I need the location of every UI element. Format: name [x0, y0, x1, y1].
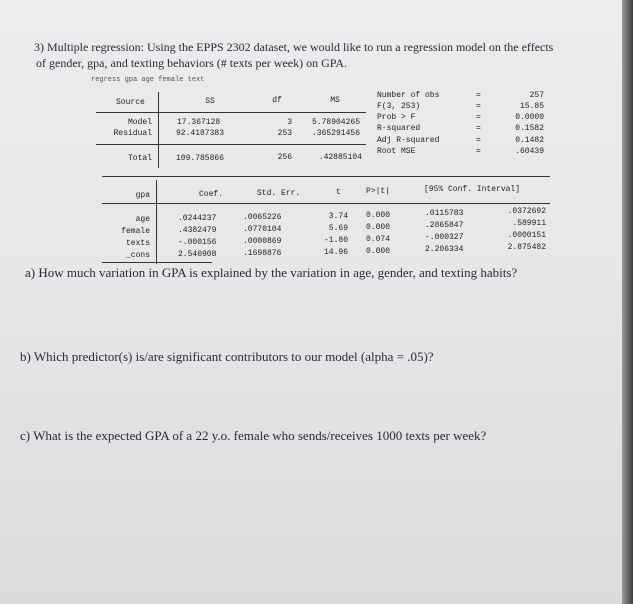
stat-label-nobs: Number of obs: [377, 91, 440, 100]
coef-age-ci-low: .0115783: [425, 209, 464, 218]
coef-vertical-rule: [156, 180, 157, 264]
question-3-line-2: of gender, gpa, and texting behaviors (# texts per week) on GPA.: [36, 56, 347, 70]
stat-value-rmse: .60439: [515, 147, 544, 156]
coef-header-coef: Coef.: [199, 190, 224, 199]
question-a: a) How much variation in GPA is explained by the variation in age, gender, and texting habits?: [25, 265, 518, 280]
coef-age-se: .0065226: [243, 213, 282, 222]
anova-total-ms: .42885104: [318, 153, 362, 162]
coef-texts-coef: -.000156: [178, 238, 217, 247]
coef-cons-se: .1698876: [243, 249, 282, 258]
stat-value-adjr2: 0.1482: [515, 136, 544, 145]
coef-texts-ci-low: -.000327: [425, 233, 464, 242]
stat-value-probf: 0.0000: [515, 113, 544, 122]
background-edge: [622, 0, 633, 604]
stat-label-f: F(3, 253): [377, 102, 421, 111]
coef-female-p: 0.000: [366, 223, 391, 232]
coef-age-p: 0.000: [366, 211, 391, 220]
coef-texts-se: .0000869: [243, 237, 282, 246]
coef-cons-t: 14.96: [323, 248, 348, 257]
coef-var-cons: _cons: [125, 251, 150, 260]
coef-female-ci-high: .589911: [512, 219, 546, 228]
coef-age-coef: .0244237: [178, 214, 217, 223]
coef-cons-coef: 2.540908: [178, 250, 217, 259]
question-3-line-1: 3) Multiple regression: Using the EPPS 2302 dataset, we would like to run a regression model on the effects: [34, 40, 554, 54]
question-c: c) What is the expected GPA of a 22 y.o. female who sends/receives 1000 texts per week?: [20, 428, 487, 443]
anova-model-ms: 5.78904265: [311, 118, 360, 127]
coef-header-se: Std. Err.: [257, 189, 301, 198]
question-b: b) Which predictor(s) is/are significant contributors to our model (alpha = .05)?: [20, 349, 434, 364]
coef-top-rule: [102, 176, 550, 177]
anova-residual-ms: .365291456: [311, 129, 360, 138]
anova-header-ms: MS: [330, 96, 340, 105]
stat-eq-nobs: =: [476, 91, 481, 100]
stat-eq-probf: =: [476, 113, 481, 122]
anova-residual-df: 253: [277, 129, 292, 138]
coef-var-texts: texts: [125, 239, 150, 248]
coef-bottom-rule: [102, 262, 212, 263]
anova-total-label: Total: [127, 154, 152, 163]
coef-female-coef: .4382479: [178, 226, 217, 235]
coef-cons-ci-low: 2.206334: [425, 245, 464, 254]
coef-female-se: .0770104: [243, 225, 282, 234]
stat-value-r2: 0.1582: [515, 124, 544, 133]
anova-total-ss: 109.785866: [176, 154, 225, 163]
stat-label-adjr2: Adj R-squared: [377, 136, 440, 145]
stat-eq-f: =: [476, 102, 481, 111]
anova-mid-rule: [96, 144, 366, 145]
coef-var-age: age: [135, 215, 150, 224]
coef-texts-p: 0.074: [366, 235, 391, 244]
anova-header-df: df: [272, 96, 282, 105]
anova-model-df: 3: [287, 118, 292, 127]
coef-texts-t: -1.80: [323, 236, 348, 245]
anova-model-label: Model: [127, 118, 152, 127]
coef-age-ci-high: .0372692: [507, 207, 546, 216]
anova-top-rule: [96, 112, 366, 113]
stat-eq-adjr2: =: [476, 136, 481, 145]
coef-cons-p: 0.000: [366, 247, 391, 256]
stat-value-f: 15.85: [519, 102, 544, 111]
stat-eq-rmse: =: [476, 147, 481, 156]
coef-female-ci-low: .2865847: [425, 221, 464, 230]
stat-eq-r2: =: [476, 124, 481, 133]
coef-var-female: female: [121, 227, 150, 236]
stat-label-r2: R-squared: [377, 124, 421, 133]
coef-female-t: 5.69: [328, 224, 348, 233]
coef-header-ci: [95% Conf. Interval]: [424, 185, 521, 194]
anova-residual-label: Residual: [113, 129, 152, 138]
anova-residual-ss: 92.4187383: [176, 129, 225, 138]
coef-age-t: 3.74: [328, 212, 348, 221]
anova-vertical-rule: [158, 92, 159, 168]
stata-command: regress gpa age female text: [91, 76, 205, 84]
coef-header-t: t: [336, 188, 341, 197]
coef-header-gpa: gpa: [135, 191, 150, 200]
stat-label-rmse: Root MSE: [377, 147, 416, 156]
anova-total-df: 256: [277, 153, 292, 162]
coef-header-p: P>|t|: [366, 187, 391, 196]
stat-value-nobs: 257: [529, 91, 544, 100]
coef-texts-ci-high: .0000151: [507, 231, 546, 240]
stat-label-probf: Prob > F: [377, 113, 416, 122]
anova-header-ss: SS: [205, 97, 215, 106]
coef-cons-ci-high: 2.875482: [507, 243, 546, 252]
anova-model-ss: 17.367128: [177, 118, 221, 127]
anova-header-source: Source: [116, 98, 145, 107]
coef-header-rule: [102, 203, 550, 204]
